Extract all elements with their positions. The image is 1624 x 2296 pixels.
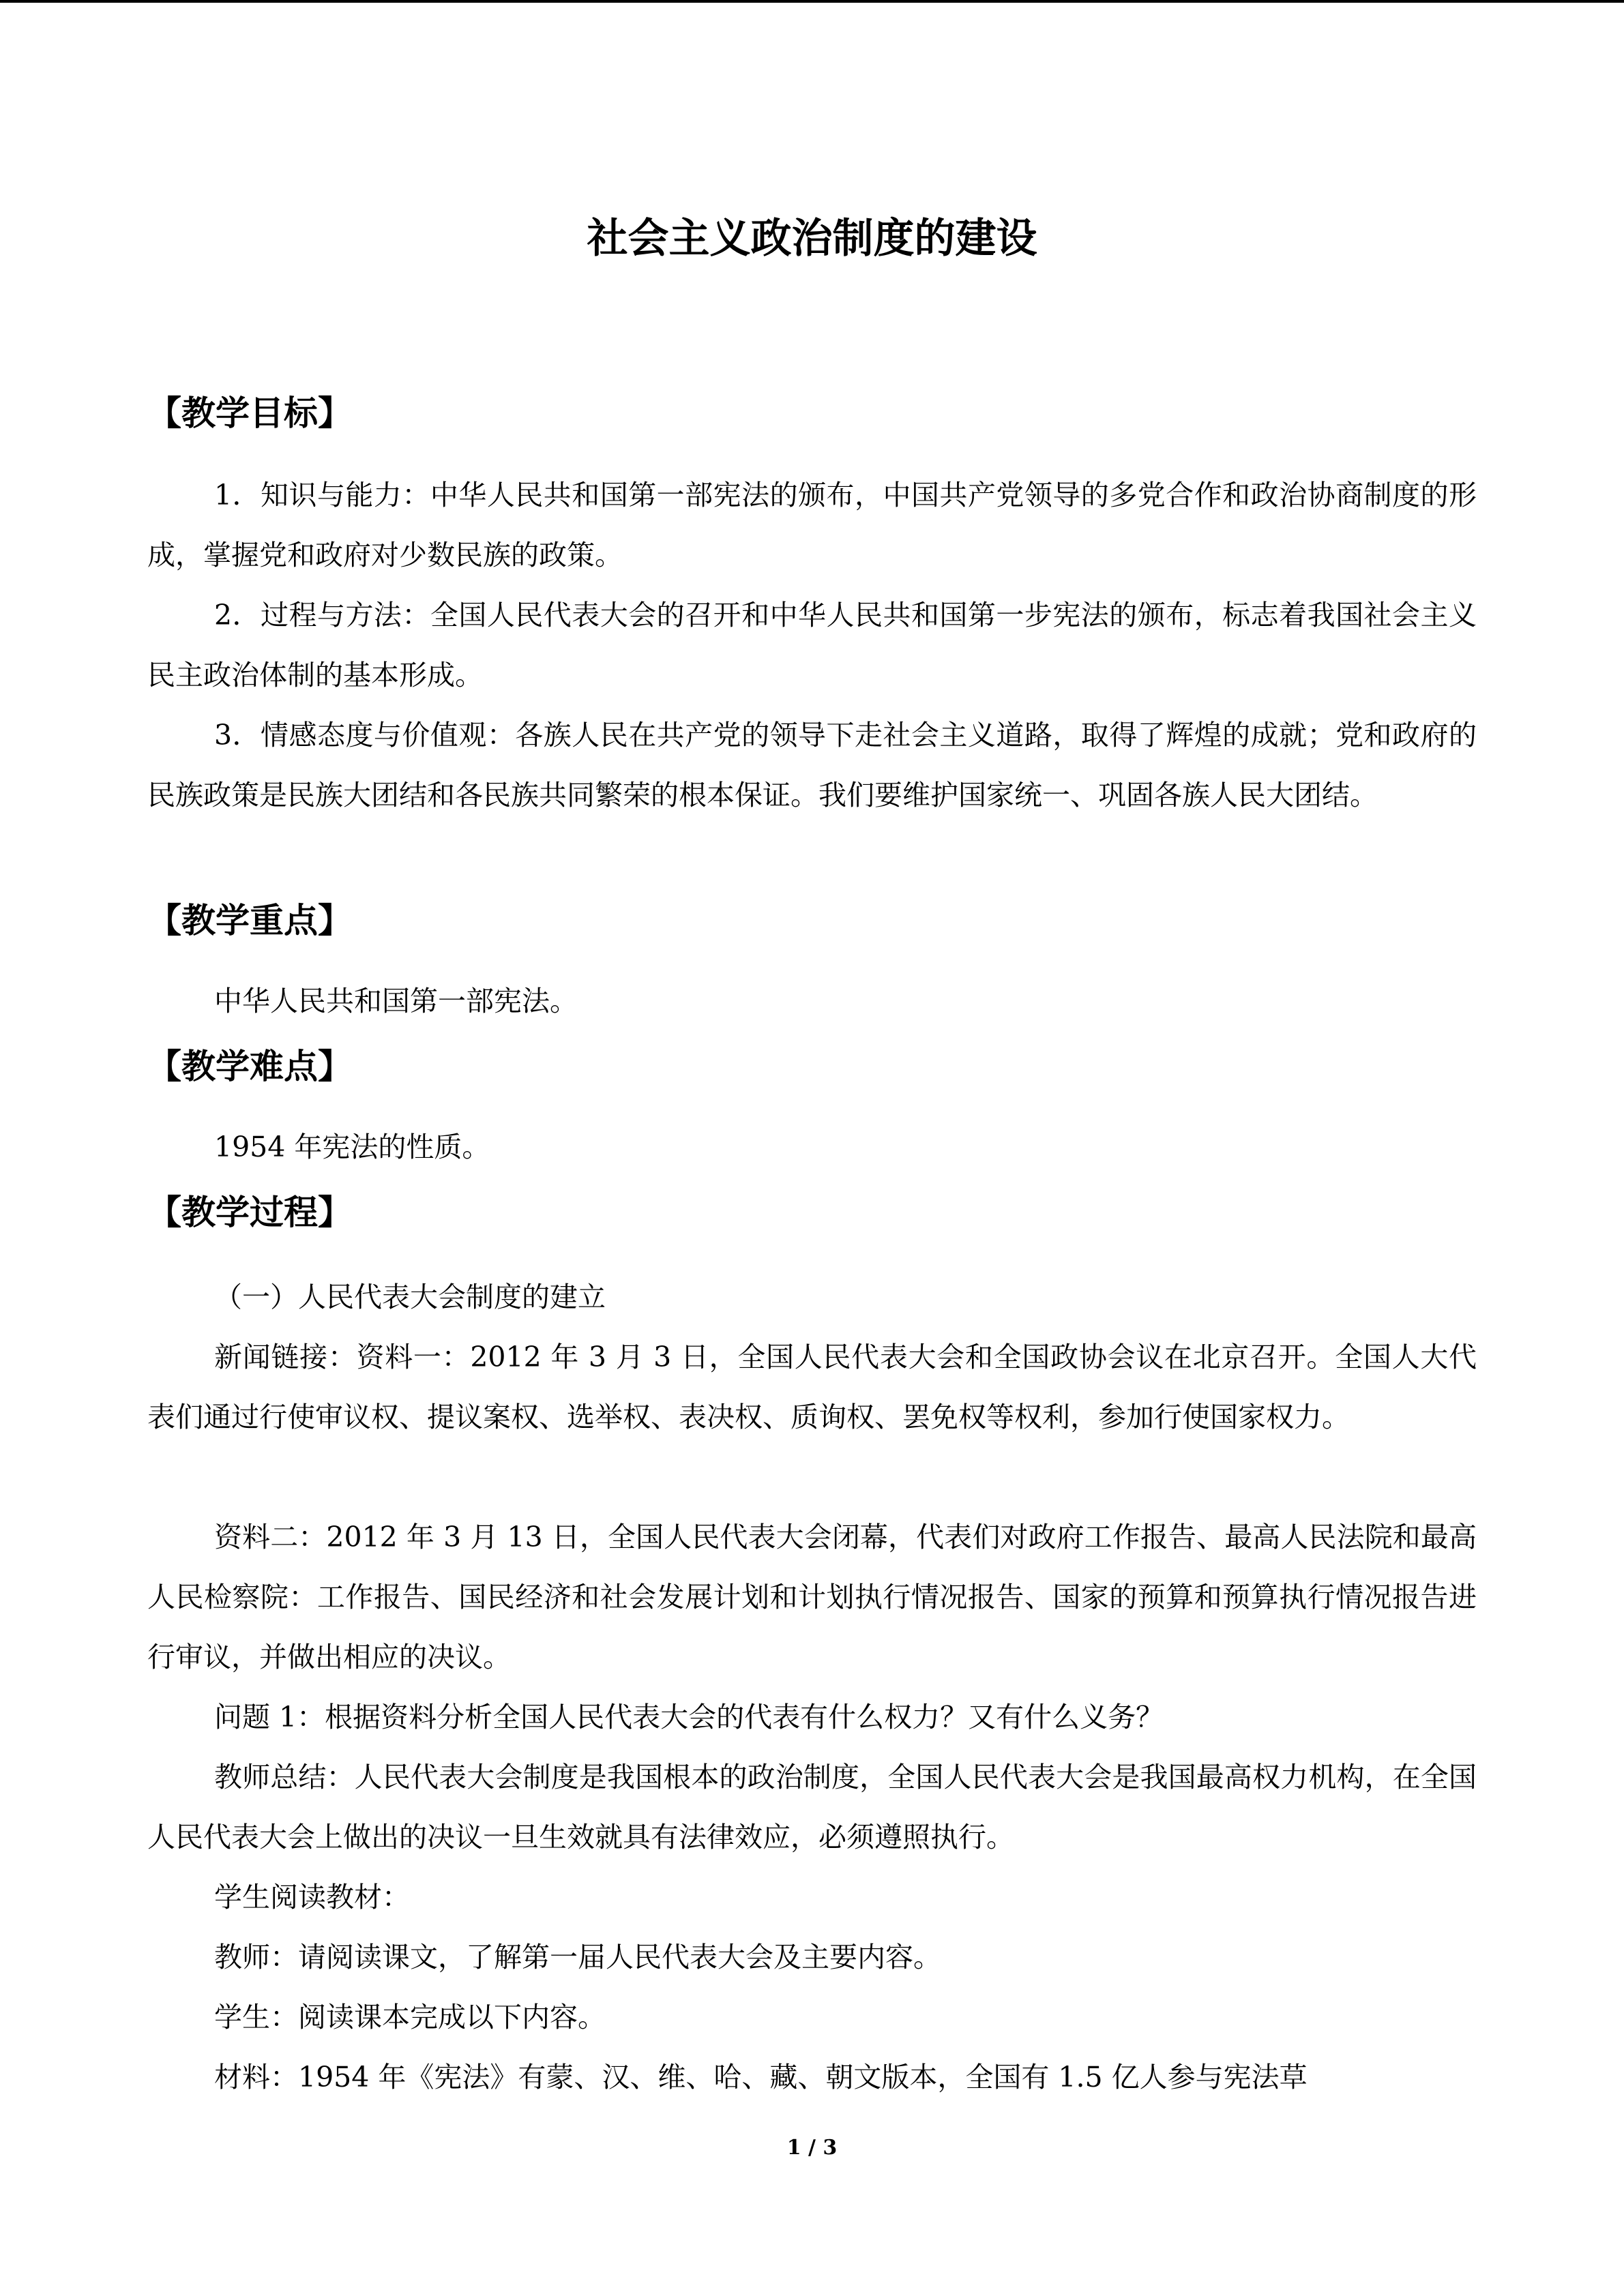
teacher-summary: 教师总结：人民代表大会制度是我国根本的政治制度，全国人民代表大会是我国最高权力机构，在全国人民代表大会上做出的决议一旦生效就具有法律效应，必须遵照执行。 [147,1761,1477,1853]
question-one: 问题 1：根据资料分析全国人民代表大会的代表有什么权力？又有什么义务？ [214,1701,1164,1733]
difficulties-heading: 【教学难点】 [147,1047,352,1086]
news-material-two: 资料二：2012 年 3 月 13 日，全国人民代表大会闭幕，代表们对政府工作报告、最高人民法院和最高人民检察院：工作报告、国民经济和社会发展计划和计划执行情况报告、国家的预算和预算执行情况报告进行审议，并做出相应的决议。 [147,1521,1477,1673]
objectives-heading: 【教学目标】 [147,393,352,433]
news-material-one: 新闻链接：资料一：2012 年 3 月 3 日，全国人民代表大会和全国政协会议在北京召开。全国人大代表们通过行使审议权、提议案权、选举权、表决权、质询权、罢免权等权利，参加行使国家权力。 [147,1341,1477,1433]
key-points-heading: 【教学重点】 [147,901,352,940]
student-reading-prompt: 学生阅读教材： [214,1881,410,1913]
page-top-border [0,0,1624,3]
objective-item-values: 3．情感态度与价值观：各族人民在共产党的领导下走社会主义道路，取得了辉煌的成就；党和政府的民族政策是民族大团结和各民族共同繁荣的根本保证。我们要维护国家统一、巩固各族人民大团结。 [147,719,1477,811]
process-heading: 【教学过程】 [147,1193,352,1232]
teacher-instruction: 教师：请阅读课文，了解第一届人民代表大会及主要内容。 [214,1941,941,1973]
student-task: 学生：阅读课本完成以下内容。 [214,2001,606,2033]
page-number: 1 / 3 [786,2136,838,2160]
objective-item-knowledge: 1．知识与能力：中华人民共和国第一部宪法的颁布，中国共产党领导的多党合作和政治协商制度的形成，掌握党和政府对少数民族的政策。 [147,479,1477,571]
objective-item-process: 2．过程与方法：全国人民代表大会的召开和中华人民共和国第一步宪法的颁布，标志着我国社会主义民主政治体制的基本形成。 [147,599,1477,691]
process-subheading: （一）人民代表大会制度的建立 [214,1281,606,1313]
difficulties-text: 1954 年宪法的性质。 [214,1131,490,1163]
material-text: 材料：1954 年《宪法》有蒙、汉、维、哈、藏、朝文版本，全国有 1.5 亿人参与宪法草 [214,2061,1308,2093]
document-title: 社会主义政治制度的建设 [587,215,1037,263]
key-points-text: 中华人民共和国第一部宪法。 [214,985,578,1017]
